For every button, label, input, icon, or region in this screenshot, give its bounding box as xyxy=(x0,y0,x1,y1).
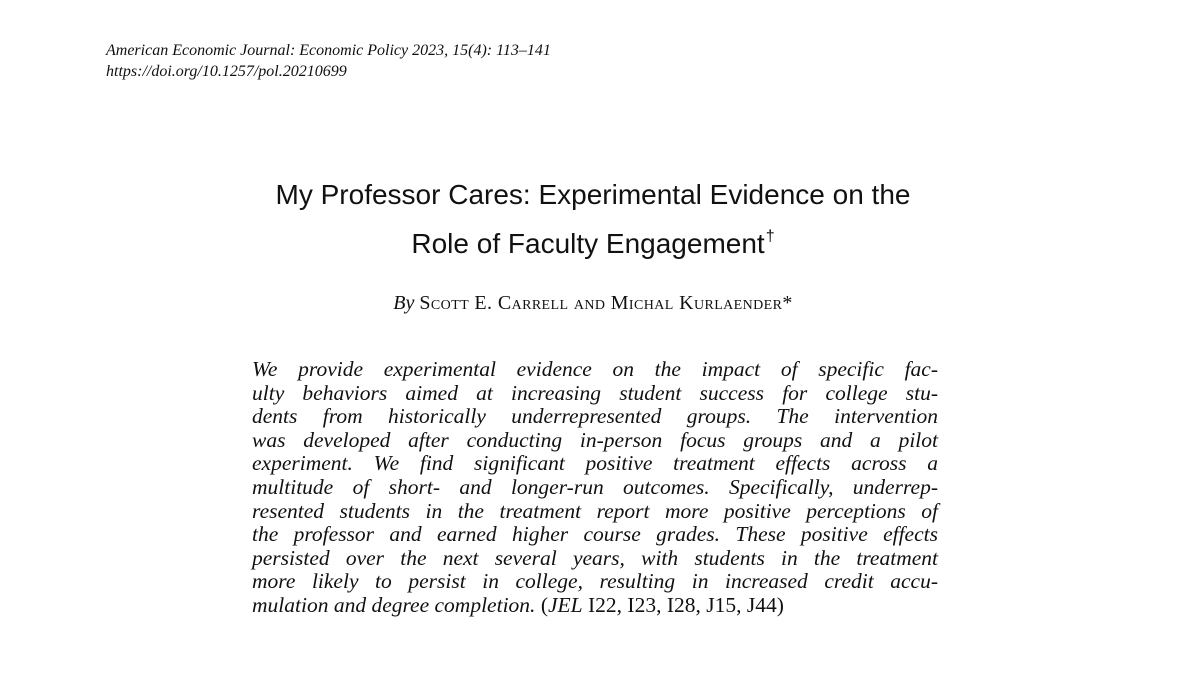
abstract-line: persisted over the next several years, with students in the treatment xyxy=(252,545,938,570)
jel-label: JEL xyxy=(547,592,583,617)
abstract-line: dents from historically underrepresented groups. The intervention xyxy=(252,404,938,429)
journal-citation: American Economic Journal: Economic Policy 2023, 15(4): 113–141 xyxy=(106,42,551,59)
abstract-line: resented students in the treatment report more positive perceptions of xyxy=(252,498,938,523)
jel-open-paren: ( xyxy=(540,592,548,617)
abstract xyxy=(252,358,938,618)
paper-title xyxy=(0,174,1186,265)
journal-header xyxy=(106,40,551,82)
abstract-line: We provide experimental evidence on the impact of specific fac- xyxy=(252,357,938,381)
abstract-line: multitude of short- and longer-run outcomes. Specifically, underrep- xyxy=(252,474,938,499)
title-line-2-text: Role of Faculty Engagement xyxy=(411,228,765,259)
abstract-line: was developed after conducting in-person focus groups and a pilot xyxy=(252,427,938,452)
dagger-footnote-mark[interactable]: † xyxy=(765,228,775,245)
abstract-last-line xyxy=(252,594,938,618)
abstract-line: experiment. We find significant positive treatment effects across a xyxy=(252,451,938,476)
jel-codes xyxy=(541,593,784,617)
abstract-line: more likely to persist in college, resulting in increased credit accu- xyxy=(252,569,938,594)
author-byline xyxy=(0,290,1186,316)
title-line-1: My Professor Cares: Experimental Evidence on the xyxy=(275,179,911,210)
byline-by: By xyxy=(393,292,415,314)
jel-code-list: I22, I23, I28, J15, J44) xyxy=(582,592,784,617)
title-line-2 xyxy=(0,216,1186,265)
abstract-last-text: mulation and degree completion. xyxy=(252,592,536,617)
abstract-line: ulty behaviors aimed at increasing student success for college stu- xyxy=(252,380,938,405)
byline-authors: Scott E. Carrell and Michal Kurlaender* xyxy=(419,292,793,314)
abstract-line: the professor and earned higher course grades. These positive effects xyxy=(252,522,938,547)
doi-link[interactable]: https://doi.org/10.1257/pol.20210699 xyxy=(106,63,347,80)
